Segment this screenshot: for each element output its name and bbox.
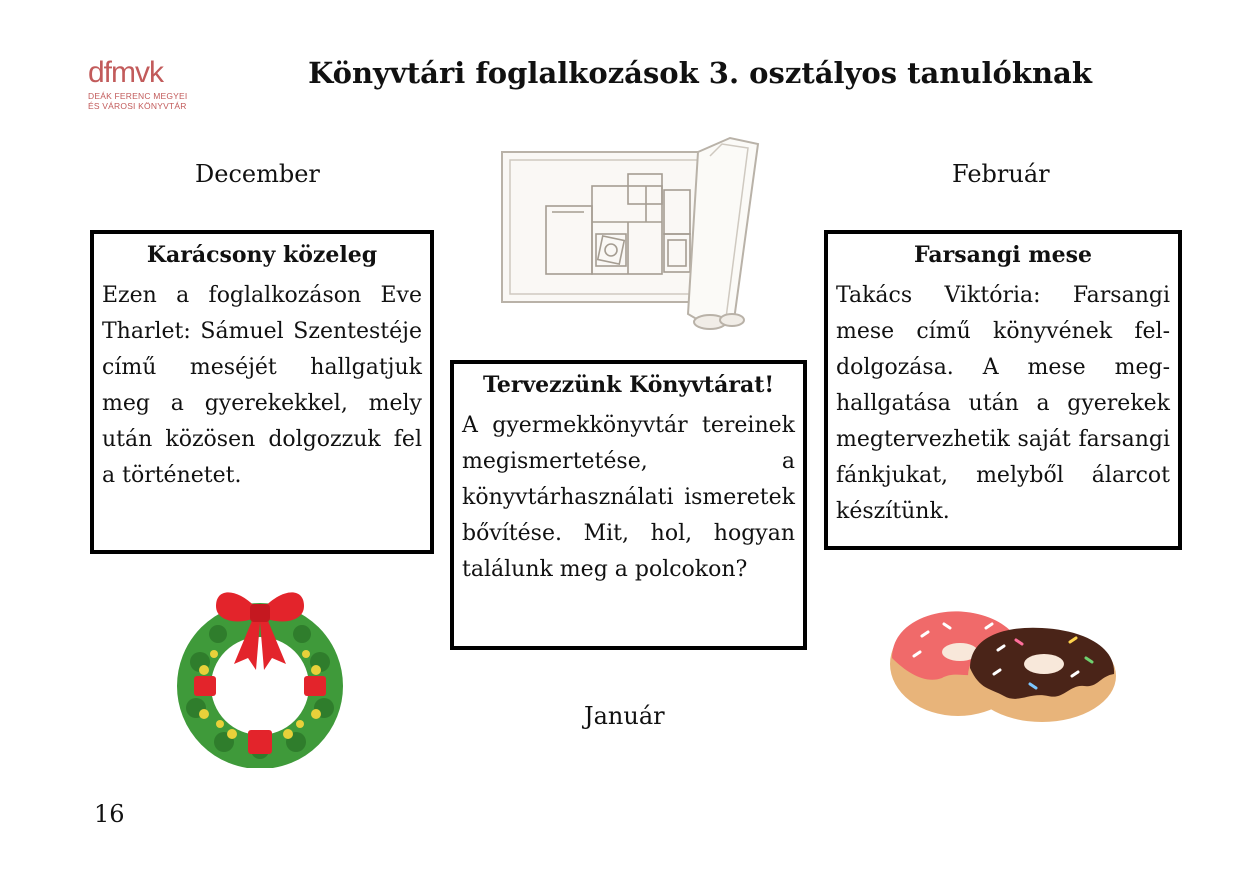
event-box-februar: [824, 230, 1182, 550]
event-description: Takács Viktória: Farsangi mese című könyvének feldolgozása. A mese meghallgatása után a gyerekek megtervezhetik saját farsangi fánkjukat, melyből álarcot készítünk.: [836, 283, 1170, 524]
month-januar: Január: [584, 702, 665, 730]
page-title: Könyvtári foglalkozások 3. osztályos tanulóknak: [308, 56, 1092, 90]
event-box-januar: [450, 360, 807, 650]
event-title: Tervezzünk Könyvtárat!: [482, 372, 775, 398]
event-description: A gyermekkönyvtár tereinek megismertetése, a könyvtárhasználati ismeretek bővítése. Mit, hol, hogyan találunk meg a polcokon?: [462, 413, 795, 582]
floor-plan-blueprint-icon: [496, 130, 760, 336]
event-description: Ezen a foglalkozáson Eve Tharlet: Sámuel Szentestéje című meséjét hallgatjuk meg a gyerekekkel, mely után közösen dolgozzuk fel a történetet.: [102, 283, 422, 488]
logo-line-2: ÉS VÁROSI KÖNYVTÁR: [88, 101, 187, 111]
event-title: Karácsony közeleg: [146, 242, 378, 268]
page-number: 16: [94, 800, 125, 828]
donuts-icon: [886, 606, 1120, 726]
library-logo: [88, 58, 218, 120]
logo-line-1: DEÁK FERENC MEGYEI: [88, 91, 188, 101]
svg-text:dfmvk: dfmvk: [88, 58, 164, 86]
event-title: Farsangi mese: [914, 242, 1092, 268]
month-februar: Február: [952, 160, 1050, 188]
christmas-wreath-icon: [170, 582, 350, 768]
event-box-december: [90, 230, 434, 554]
month-december: December: [195, 160, 320, 188]
logo-mark-icon: [88, 58, 200, 86]
